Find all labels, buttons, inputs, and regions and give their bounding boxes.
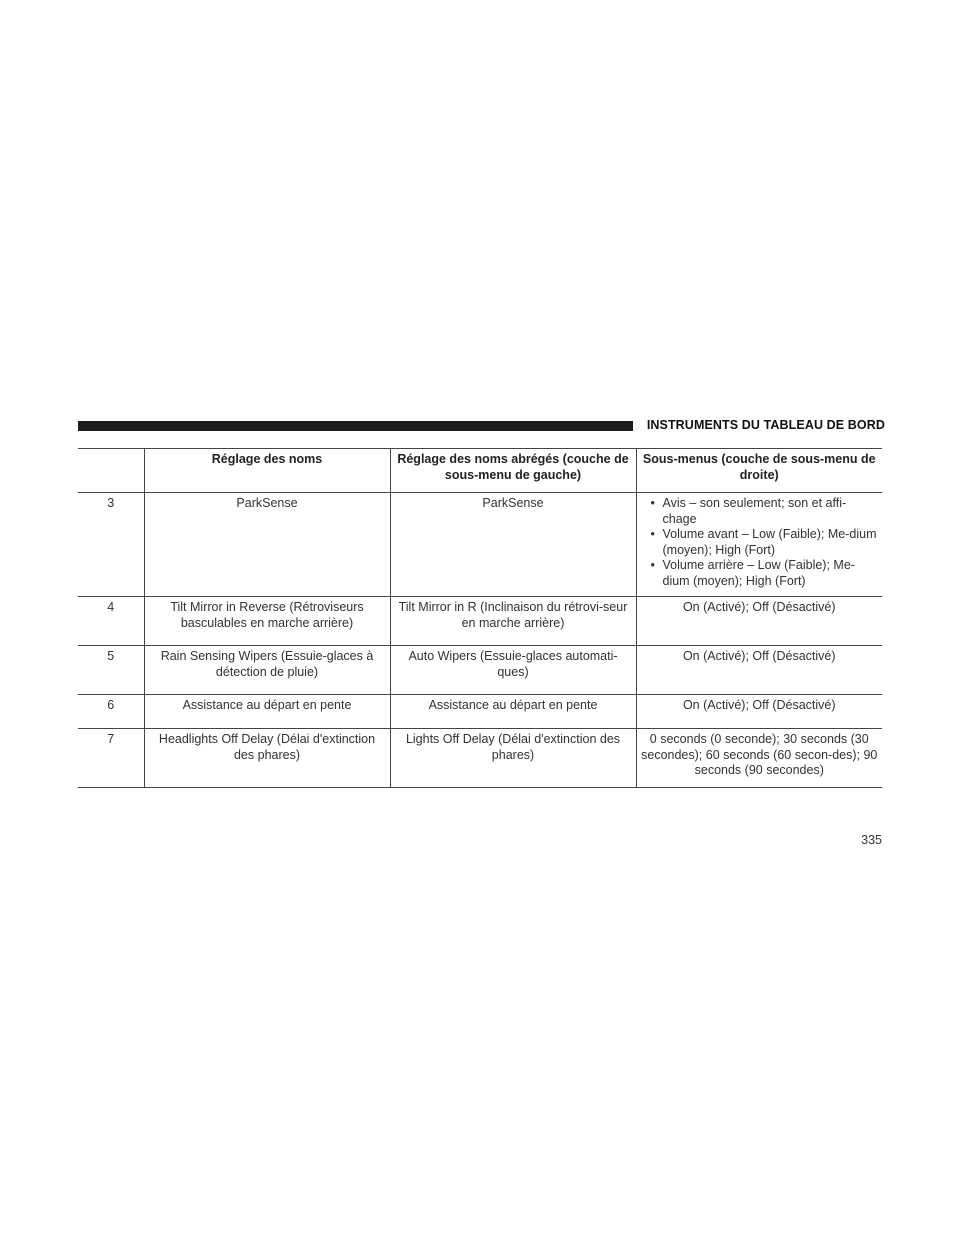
list-item bbox=[641, 527, 879, 558]
table-row bbox=[78, 729, 882, 788]
settings-table bbox=[78, 448, 882, 788]
row-number: 6 bbox=[78, 695, 144, 729]
setting-name: ParkSense bbox=[144, 493, 390, 597]
row-number: 7 bbox=[78, 729, 144, 788]
setting-short-name: Assistance au départ en pente bbox=[390, 695, 636, 729]
submenu-cell: On (Activé); Off (Désactivé) bbox=[636, 646, 882, 695]
list-item bbox=[641, 496, 879, 527]
setting-short-name: Auto Wipers (Essuie-glaces automati-ques) bbox=[390, 646, 636, 695]
setting-short-name: Lights Off Delay (Délai d'extinction des phares) bbox=[390, 729, 636, 788]
setting-name: Assistance au départ en pente bbox=[144, 695, 390, 729]
column-header-number bbox=[78, 449, 144, 493]
row-number: 3 bbox=[78, 493, 144, 597]
table-row bbox=[78, 646, 882, 695]
setting-short-name: Tilt Mirror in R (Inclinaison du rétrovi-seur en marche arrière) bbox=[390, 597, 636, 646]
table-row bbox=[78, 695, 882, 729]
setting-short-name: ParkSense bbox=[390, 493, 636, 597]
section-title: INSTRUMENTS DU TABLEAU DE BORD bbox=[646, 418, 885, 432]
table-header-row bbox=[78, 449, 882, 493]
list-item bbox=[641, 558, 879, 589]
submenu-cell: On (Activé); Off (Désactivé) bbox=[636, 695, 882, 729]
bullet-icon: • bbox=[650, 496, 655, 510]
column-header-short-name: Réglage des noms abrégés (couche de sous-menu de gauche) bbox=[390, 449, 636, 493]
setting-name: Rain Sensing Wipers (Essuie-glaces à détection de pluie) bbox=[144, 646, 390, 695]
submenu-item-text: Avis – son seulement; son et affi-chage bbox=[662, 496, 847, 526]
row-number: 4 bbox=[78, 597, 144, 646]
table-row bbox=[78, 493, 882, 597]
bullet-icon: • bbox=[650, 527, 655, 541]
row-number: 5 bbox=[78, 646, 144, 695]
submenu-list bbox=[641, 496, 879, 589]
submenu-cell: On (Activé); Off (Désactivé) bbox=[636, 597, 882, 646]
table-row bbox=[78, 597, 882, 646]
bullet-icon: • bbox=[650, 558, 655, 572]
header-rule bbox=[78, 421, 633, 431]
submenu-cell: 0 seconds (0 seconde); 30 seconds (30 secondes); 60 seconds (60 secon-des); 90 seconds (90 secondes) bbox=[636, 729, 882, 788]
column-header-name: Réglage des noms bbox=[144, 449, 390, 493]
submenu-item-text: Volume avant – Low (Faible); Me-dium (moyen); High (Fort) bbox=[662, 527, 877, 557]
setting-name: Headlights Off Delay (Délai d'extinction des phares) bbox=[144, 729, 390, 788]
column-header-submenu: Sous-menus (couche de sous-menu de droite) bbox=[636, 449, 882, 493]
page-number: 335 bbox=[861, 833, 882, 847]
submenu-cell bbox=[636, 493, 882, 597]
submenu-item-text: Volume arrière – Low (Faible); Me-dium (moyen); High (Fort) bbox=[662, 558, 855, 588]
setting-name: Tilt Mirror in Reverse (Rétroviseurs basculables en marche arrière) bbox=[144, 597, 390, 646]
